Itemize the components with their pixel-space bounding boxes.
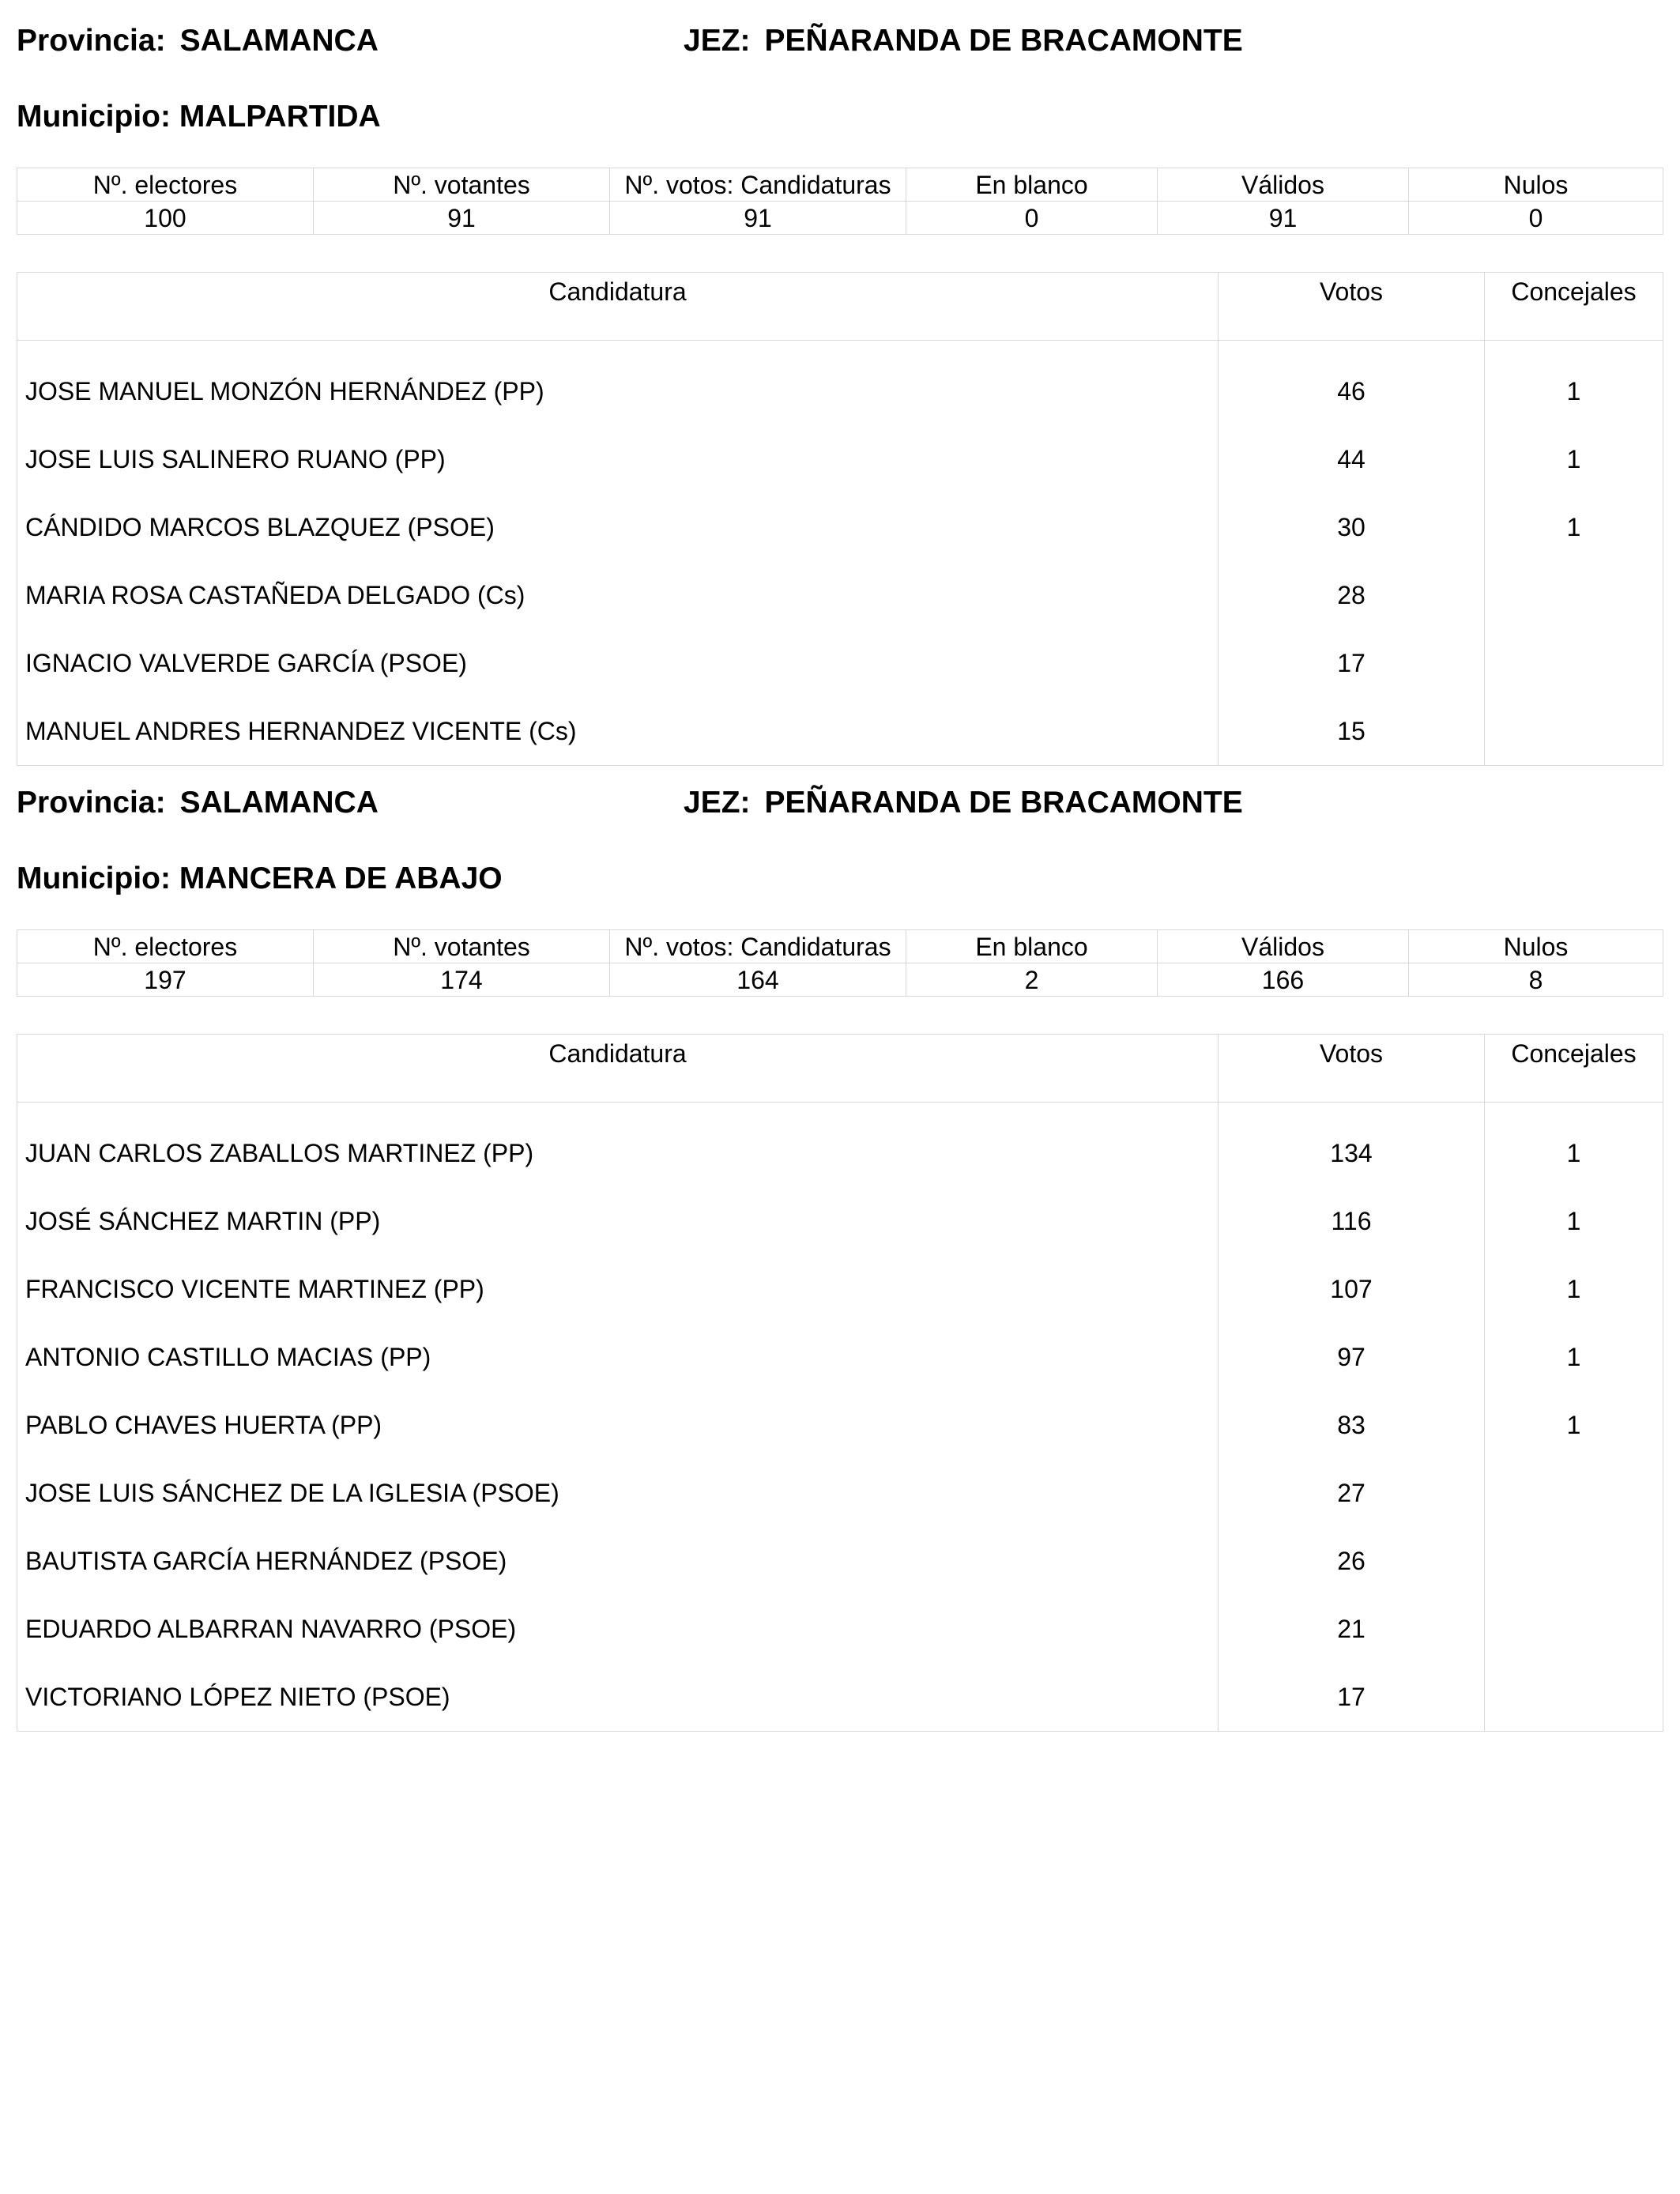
candidate-concejales: 1	[1566, 1207, 1581, 1235]
candidate-votes: 30	[1219, 493, 1485, 561]
candidate-name: JOSE LUIS SÁNCHEZ DE LA IGLESIA (PSOE)	[17, 1459, 1219, 1527]
candidate-votes: 27	[1219, 1459, 1485, 1527]
candidate-name: MARIA ROSA CASTAÑEDA DELGADO (Cs)	[17, 561, 1219, 629]
candidate-concejales: 1	[1566, 513, 1581, 541]
candidate-name: ANTONIO CASTILLO MACIAS (PP)	[17, 1323, 1219, 1391]
stats-header-nulos: Nulos	[1409, 168, 1663, 202]
stats-header-votantes: Nº. votantes	[314, 930, 610, 963]
candidate-votes: 21	[1219, 1595, 1485, 1663]
candidate-name: BAUTISTA GARCÍA HERNÁNDEZ (PSOE)	[17, 1527, 1219, 1595]
stats-table	[17, 929, 1663, 997]
stats-header-en-blanco: En blanco	[906, 168, 1158, 202]
municipio-label: Municipio:	[17, 861, 171, 895]
candidates-header-row	[17, 1035, 1663, 1103]
stats-value-validos: 166	[1158, 963, 1409, 997]
table-row	[17, 1255, 1663, 1323]
table-row	[17, 1459, 1663, 1527]
col-header-candidatura: Candidatura	[17, 273, 1219, 341]
jez-field	[684, 24, 1243, 58]
results-section-mancera-de-abajo	[17, 786, 1663, 1711]
table-row	[17, 1527, 1663, 1595]
col-header-candidatura: Candidatura	[17, 1035, 1219, 1103]
candidate-name: EDUARDO ALBARRAN NAVARRO (PSOE)	[17, 1595, 1219, 1663]
provincia-field	[17, 786, 379, 820]
candidate-concejales: 1	[1566, 445, 1581, 473]
candidate-concejales: 1	[1566, 377, 1581, 405]
stats-value-votantes: 91	[314, 202, 610, 235]
table-row	[17, 493, 1663, 561]
candidate-name: JOSE MANUEL MONZÓN HERNÁNDEZ (PP)	[17, 357, 1219, 425]
stats-header-votos-candidaturas: Nº. votos: Candidaturas	[610, 168, 906, 202]
stats-header-row	[17, 930, 1663, 963]
candidate-name: FRANCISCO VICENTE MARTINEZ (PP)	[17, 1255, 1219, 1323]
col-header-concejales: Concejales	[1485, 1035, 1663, 1103]
candidate-name: VICTORIANO LÓPEZ NIETO (PSOE)	[17, 1663, 1219, 1732]
candidate-votes: 134	[1219, 1119, 1485, 1187]
candidate-concejales	[1485, 1595, 1663, 1663]
table-row	[17, 1595, 1663, 1663]
stats-value-nulos: 8	[1409, 963, 1663, 997]
col-header-votos: Votos	[1219, 1035, 1485, 1103]
candidates-header-row	[17, 273, 1663, 341]
candidate-name: CÁNDIDO MARCOS BLAZQUEZ (PSOE)	[17, 493, 1219, 561]
section-header	[17, 24, 1663, 63]
section-header	[17, 786, 1663, 825]
col-header-votos: Votos	[1219, 273, 1485, 341]
candidate-concejales: 1	[1566, 1275, 1581, 1303]
candidate-concejales: 1	[1566, 1139, 1581, 1167]
table-row	[17, 629, 1663, 697]
jez-value: PEÑARANDA DE BRACAMONTE	[764, 24, 1243, 58]
stats-header-en-blanco: En blanco	[906, 930, 1158, 963]
jez-value: PEÑARANDA DE BRACAMONTE	[764, 786, 1243, 820]
table-row	[17, 1187, 1663, 1255]
stats-header-votos-candidaturas: Nº. votos: Candidaturas	[610, 930, 906, 963]
stats-header-validos: Válidos	[1158, 168, 1409, 202]
candidate-concejales	[1485, 1459, 1663, 1527]
candidate-votes: 46	[1219, 357, 1485, 425]
candidate-concejales	[1485, 629, 1663, 697]
candidate-concejales	[1485, 1527, 1663, 1595]
stats-value-validos: 91	[1158, 202, 1409, 235]
candidate-concejales	[1485, 697, 1663, 766]
candidates-table	[17, 1034, 1663, 1732]
municipio-value: MALPARTIDA	[179, 100, 381, 134]
candidate-name: IGNACIO VALVERDE GARCÍA (PSOE)	[17, 629, 1219, 697]
candidate-votes: 26	[1219, 1527, 1485, 1595]
stats-value-votantes: 174	[314, 963, 610, 997]
stats-header-validos: Válidos	[1158, 930, 1409, 963]
stats-value-en-blanco: 0	[906, 202, 1158, 235]
stats-value-votos-candidaturas: 91	[610, 202, 906, 235]
municipio-heading	[17, 100, 381, 134]
stats-header-nulos: Nulos	[1409, 930, 1663, 963]
table-spacer	[17, 341, 1663, 358]
stats-table	[17, 168, 1663, 235]
table-row	[17, 561, 1663, 629]
stats-value-electores: 100	[17, 202, 314, 235]
candidates-table	[17, 272, 1663, 766]
candidate-concejales	[1485, 561, 1663, 629]
candidate-concejales: 1	[1566, 1411, 1581, 1439]
stats-header-row	[17, 168, 1663, 202]
candidate-votes: 28	[1219, 561, 1485, 629]
municipio-heading	[17, 861, 503, 896]
stats-value-votos-candidaturas: 164	[610, 963, 906, 997]
stats-value-electores: 197	[17, 963, 314, 997]
col-header-concejales: Concejales	[1485, 273, 1663, 341]
table-row	[17, 1391, 1663, 1459]
provincia-value: SALAMANCA	[179, 24, 379, 58]
provincia-label: Provincia:	[17, 786, 166, 820]
candidate-votes: 97	[1219, 1323, 1485, 1391]
table-spacer	[17, 1103, 1663, 1120]
municipio-label: Municipio:	[17, 100, 171, 134]
jez-label: JEZ:	[684, 24, 751, 58]
candidate-votes: 17	[1219, 629, 1485, 697]
candidate-name: JUAN CARLOS ZABALLOS MARTINEZ (PP)	[17, 1119, 1219, 1187]
jez-field	[684, 786, 1243, 820]
provincia-label: Provincia:	[17, 24, 166, 58]
table-row	[17, 697, 1663, 766]
table-row	[17, 1119, 1663, 1187]
stats-value-en-blanco: 2	[906, 963, 1158, 997]
jez-label: JEZ:	[684, 786, 751, 820]
candidate-name: PABLO CHAVES HUERTA (PP)	[17, 1391, 1219, 1459]
candidate-concejales: 1	[1566, 1343, 1581, 1371]
candidate-concejales	[1485, 1663, 1663, 1732]
stats-value-nulos: 0	[1409, 202, 1663, 235]
candidate-votes: 44	[1219, 425, 1485, 493]
municipio-value: MANCERA DE ABAJO	[179, 861, 503, 895]
candidate-votes: 116	[1219, 1187, 1485, 1255]
stats-value-row	[17, 963, 1663, 997]
candidate-votes: 17	[1219, 1663, 1485, 1732]
candidate-votes: 15	[1219, 697, 1485, 766]
candidate-name: MANUEL ANDRES HERNANDEZ VICENTE (Cs)	[17, 697, 1219, 766]
candidate-name: JOSÉ SÁNCHEZ MARTIN (PP)	[17, 1187, 1219, 1255]
stats-header-electores: Nº. electores	[17, 168, 314, 202]
table-row	[17, 1323, 1663, 1391]
stats-header-electores: Nº. electores	[17, 930, 314, 963]
candidate-votes: 107	[1219, 1255, 1485, 1323]
results-section-malpartida	[17, 24, 1663, 745]
stats-header-votantes: Nº. votantes	[314, 168, 610, 202]
provincia-field	[17, 24, 379, 58]
table-row	[17, 425, 1663, 493]
provincia-value: SALAMANCA	[179, 786, 379, 820]
stats-value-row	[17, 202, 1663, 235]
candidate-name: JOSE LUIS SALINERO RUANO (PP)	[17, 425, 1219, 493]
table-row	[17, 357, 1663, 425]
candidate-votes: 83	[1219, 1391, 1485, 1459]
table-row	[17, 1663, 1663, 1732]
